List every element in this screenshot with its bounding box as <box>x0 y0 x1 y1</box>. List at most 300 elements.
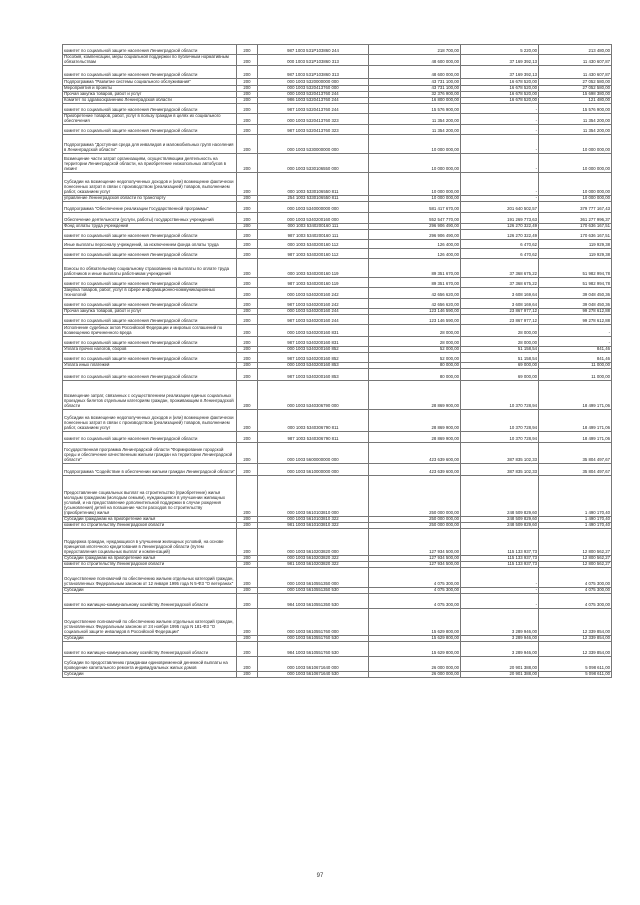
row-name: Осуществление полномочий по обеспечению жильем отдельных категорий граждан, установленных Федеральным законом от 24 ноября 1995 года N 181-ФЗ "О социальной защите инвалидов в Российской Федерации" <box>63 608 237 635</box>
row-name: Поддержка граждан, нуждающихся в улучшении жилищных условий, на основе принципов ипотечного кредитования в Ленинградской области (путем предоставления социальных выплат и компенсаций) <box>63 528 237 555</box>
table-row <box>63 431 612 442</box>
table-row <box>63 287 612 298</box>
row-name: Подпрограмма "Обеспечение реализации Государственной программы" <box>63 201 237 212</box>
row-unexecuted-amount: 18 499 171,06 <box>539 380 612 409</box>
row-executed-amount: 16 678 520,00 <box>461 78 539 85</box>
row-name: Прочая закупка товаров, работ и услуг <box>63 308 237 314</box>
row-unexecuted-amount: 12 800 562,27 <box>539 528 612 555</box>
row-executed-amount: - <box>461 124 539 134</box>
row-line-code: 200 <box>237 229 258 239</box>
row-executed-amount: 20 901 388,00 <box>461 656 539 671</box>
row-line-code: 200 <box>237 201 258 212</box>
row-name: Уплата прочих налогов, сборов <box>63 346 237 352</box>
table-row <box>63 324 612 336</box>
row-classification-code: 000 1003 5330106550 000 <box>258 153 369 172</box>
row-executed-amount: - <box>461 134 539 153</box>
row-name: комитет по социальной защите населения Ленинградской области <box>63 229 237 239</box>
table-row <box>63 561 612 567</box>
table-row <box>63 314 612 324</box>
row-classification-code: 000 1003 5340306790 811 <box>258 409 369 431</box>
row-name: Исполнение судебных актов Российской Федерации и мировых соглашений по возмещению причиненного вреда <box>63 324 237 336</box>
table-row <box>63 555 612 561</box>
row-approved-amount: 28 000,00 <box>369 336 461 346</box>
row-approved-amount: 296 906 490,00 <box>369 229 461 239</box>
row-line-code: 200 <box>237 277 258 287</box>
row-line-code: 200 <box>237 593 258 608</box>
row-unexecuted-amount: 39 048 450,36 <box>539 298 612 308</box>
table-row <box>63 528 612 555</box>
row-classification-code: 000 1003 5340200160 242 <box>258 287 369 298</box>
row-unexecuted-amount: 10 000 000,00 <box>539 134 612 153</box>
row-name: комитет по социальной защите населения Ленинградской области <box>63 298 237 308</box>
row-unexecuted-amount: 1 490 170,40 <box>539 516 612 522</box>
row-line-code: 200 <box>237 528 258 555</box>
row-line-code: 200 <box>237 85 258 91</box>
table-row <box>63 212 612 223</box>
row-executed-amount: 6 470,62 <box>461 239 539 248</box>
row-name: комитет по строительству Ленинградской области <box>63 561 237 567</box>
row-line-code: 200 <box>237 287 258 298</box>
row-name: комитет по социальной защите населения Ленинградской области <box>63 65 237 78</box>
row-approved-amount: 15 629 800,00 <box>369 635 461 641</box>
row-executed-amount: - <box>461 113 539 124</box>
row-name: Государственная программа Ленинградской области "Формирование городской среды и обеспечение качественным жильем граждан на территории Ленинградской области" <box>63 442 237 463</box>
row-unexecuted-amount: 10 000 000,00 <box>539 153 612 172</box>
row-line-code: 200 <box>237 248 258 258</box>
table-row <box>63 409 612 431</box>
row-line-code: 200 <box>237 239 258 248</box>
table-row <box>63 153 612 172</box>
table-row <box>63 442 612 463</box>
row-approved-amount: 89 351 670,00 <box>369 258 461 277</box>
row-classification-code: 000 1003 5610671640 530 <box>258 671 369 677</box>
row-approved-amount: 123 146 590,00 <box>369 314 461 324</box>
row-unexecuted-amount: 10 000 000,00 <box>539 172 612 195</box>
row-executed-amount: 6 470,62 <box>461 248 539 258</box>
row-classification-code: 000 1003 531P103860 313 <box>258 55 369 66</box>
row-approved-amount: 127 934 500,00 <box>369 528 461 555</box>
row-line-code: 200 <box>237 103 258 113</box>
row-classification-code: 000 1003 5340000000 000 <box>258 201 369 212</box>
row-executed-amount: 115 133 937,73 <box>461 555 539 561</box>
row-classification-code: 987 1003 5340200160 852 <box>258 352 369 362</box>
row-approved-amount: 250 000 000,00 <box>369 475 461 516</box>
row-unexecuted-amount: 841,46 <box>539 352 612 362</box>
table-row <box>63 368 612 380</box>
row-line-code: 200 <box>237 124 258 134</box>
row-line-code: 200 <box>237 635 258 641</box>
row-line-code: 200 <box>237 656 258 671</box>
row-line-code: 200 <box>237 561 258 567</box>
row-executed-amount: 69 000,00 <box>461 362 539 368</box>
row-name: комитет по социальной защите населения Ленинградской области <box>63 45 237 55</box>
row-approved-amount: 581 417 670,00 <box>369 201 461 212</box>
row-unexecuted-amount: 119 929,38 <box>539 239 612 248</box>
row-approved-amount: 26 000 000,00 <box>369 656 461 671</box>
row-classification-code: 987 1003 5340306790 811 <box>258 431 369 442</box>
row-line-code: 200 <box>237 567 258 587</box>
row-classification-code: 987 1003 5340200160 112 <box>258 248 369 258</box>
row-classification-code: 987 1003 5340200160 242 <box>258 298 369 308</box>
row-approved-amount: 52 000,00 <box>369 346 461 352</box>
row-unexecuted-amount: 11 430 607,87 <box>539 65 612 78</box>
row-name: комитет по строительству Ленинградской области <box>63 522 237 528</box>
row-executed-amount: 37 169 392,13 <box>461 65 539 78</box>
row-unexecuted-amount: 12 800 562,27 <box>539 561 612 567</box>
row-executed-amount: 10 370 728,94 <box>461 409 539 431</box>
table-row <box>63 641 612 656</box>
row-executed-amount: - <box>461 593 539 608</box>
row-executed-amount: 387 835 102,33 <box>461 442 539 463</box>
row-unexecuted-amount: - <box>539 336 612 346</box>
row-unexecuted-amount: 170 636 167,51 <box>539 223 612 229</box>
row-unexecuted-amount: 99 278 612,88 <box>539 314 612 324</box>
row-classification-code: 987 1003 531P103860 244 <box>258 45 369 55</box>
row-unexecuted-amount: 12 800 562,27 <box>539 555 612 561</box>
row-name: Подпрограмма "Содействие в обеспечении жильем граждан Ленинградской области" <box>63 463 237 475</box>
row-name: Подпрограмма "Развитие системы социального обслуживания" <box>63 78 237 85</box>
table-row <box>63 229 612 239</box>
row-approved-amount: 423 639 600,00 <box>369 442 461 463</box>
table-row <box>63 380 612 409</box>
row-unexecuted-amount: 1 490 170,40 <box>539 475 612 516</box>
row-approved-amount: 42 656 620,00 <box>369 298 461 308</box>
table-row <box>63 475 612 516</box>
row-approved-amount: 552 547 770,00 <box>369 212 461 223</box>
row-approved-amount: 127 934 500,00 <box>369 555 461 561</box>
row-name: Мероприятия и проекты <box>63 85 237 91</box>
row-name: Субсидии гражданам на приобретение жилья <box>63 516 237 522</box>
row-classification-code: 254 1003 5330106550 811 <box>258 195 369 201</box>
row-unexecuted-amount: 841,46 <box>539 346 612 352</box>
row-unexecuted-amount: 11 000,00 <box>539 362 612 368</box>
row-line-code: 200 <box>237 431 258 442</box>
row-approved-amount: 32 376 900,00 <box>369 91 461 97</box>
row-executed-amount: 126 270 322,49 <box>461 229 539 239</box>
row-name: Субсидии <box>63 671 237 677</box>
row-executed-amount: 37 368 675,22 <box>461 277 539 287</box>
row-unexecuted-amount: 35 804 497,67 <box>539 442 612 463</box>
row-name: Субсидии гражданам на приобретение жилья <box>63 555 237 561</box>
row-line-code: 200 <box>237 380 258 409</box>
row-classification-code: 987 1003 5340200160 831 <box>258 336 369 346</box>
row-approved-amount: 89 351 670,00 <box>369 277 461 287</box>
row-unexecuted-amount: 119 929,38 <box>539 248 612 258</box>
row-classification-code: 981 1003 5610203820 322 <box>258 561 369 567</box>
row-name: Приобретение товаров, работ, услуг в пользу граждан в целях их социального обеспечения <box>63 113 237 124</box>
row-executed-amount: 191 269 773,63 <box>461 212 539 223</box>
row-executed-amount: 10 370 728,94 <box>461 431 539 442</box>
table-row <box>63 248 612 258</box>
row-executed-amount: - <box>461 567 539 587</box>
row-classification-code: 000 1003 5610000000 000 <box>258 463 369 475</box>
row-name: Возмещение части затрат организациям, осуществляющим деятельность на территории Ленинградской области, на приобретение низкопольных автобусов в лизинг <box>63 153 237 172</box>
row-unexecuted-amount: 11 354 200,00 <box>539 113 612 124</box>
row-line-code: 200 <box>237 314 258 324</box>
row-line-code: 200 <box>237 324 258 336</box>
row-executed-amount: 20 901 388,00 <box>461 671 539 677</box>
table-row <box>63 593 612 608</box>
row-unexecuted-amount: 12 339 854,00 <box>539 608 612 635</box>
table-row <box>63 172 612 195</box>
row-executed-amount: 23 867 977,12 <box>461 308 539 314</box>
row-unexecuted-amount: 51 982 994,78 <box>539 258 612 277</box>
row-approved-amount: 218 700,00 <box>369 45 461 55</box>
row-line-code: 200 <box>237 195 258 201</box>
row-approved-amount: 15 629 800,00 <box>369 608 461 635</box>
row-line-code: 200 <box>237 97 258 103</box>
row-classification-code: 987 1003 5340200160 119 <box>258 277 369 287</box>
row-line-code: 200 <box>237 65 258 78</box>
row-executed-amount: 248 509 829,60 <box>461 475 539 516</box>
row-unexecuted-amount: 170 636 167,51 <box>539 229 612 239</box>
row-line-code: 200 <box>237 336 258 346</box>
row-name: Субсидии <box>63 587 237 593</box>
row-name: Иные выплаты персоналу учреждений, за исключением фонда оплаты труда <box>63 239 237 248</box>
row-unexecuted-amount: 15 576 900,00 <box>539 103 612 113</box>
row-unexecuted-amount: 27 052 580,00 <box>539 85 612 91</box>
row-line-code: 200 <box>237 113 258 124</box>
table-row <box>63 239 612 248</box>
row-line-code: 200 <box>237 308 258 314</box>
row-classification-code: 000 1003 5340200160 111 <box>258 223 369 229</box>
row-classification-code: 981 1003 5610103810 322 <box>258 522 369 528</box>
row-classification-code: 000 1003 5610671640 000 <box>258 656 369 671</box>
row-executed-amount: 37 169 392,13 <box>461 55 539 66</box>
row-executed-amount: 10 370 728,94 <box>461 380 539 409</box>
row-classification-code: 000 1003 5610551350 530 <box>258 587 369 593</box>
table-row <box>63 113 612 124</box>
row-line-code: 200 <box>237 522 258 528</box>
row-name: Подпрограмма "Доступная среда для инвалидов и маломобильных групп населения в Ленинградской области" <box>63 134 237 153</box>
row-unexecuted-amount: 12 339 854,00 <box>539 641 612 656</box>
table-row <box>63 103 612 113</box>
row-executed-amount: 37 368 675,22 <box>461 258 539 277</box>
row-executed-amount: - <box>461 103 539 113</box>
row-classification-code: 987 1003 5320413760 244 <box>258 103 369 113</box>
row-approved-amount: 4 075 300,00 <box>369 567 461 587</box>
row-approved-amount: 296 906 490,00 <box>369 223 461 229</box>
row-approved-amount: 423 639 600,00 <box>369 463 461 475</box>
row-approved-amount: 126 400,00 <box>369 248 461 258</box>
row-name: Возмещение затрат, связанных с осуществлением реализации единых социальных проездных билетов отдельным категориям граждан, проживающим в Ленинградской области <box>63 380 237 409</box>
row-line-code: 200 <box>237 368 258 380</box>
row-name: Осуществление полномочий по обеспечению жильем отдельных категорий граждан, установленных Федеральным законом от 12 января 1995 года N 5-ФЗ "О ветеранах" <box>63 567 237 587</box>
row-line-code: 200 <box>237 91 258 97</box>
row-executed-amount: - <box>461 195 539 201</box>
row-classification-code: 984 1003 5610551350 530 <box>258 593 369 608</box>
row-unexecuted-amount: - <box>539 324 612 336</box>
table-row <box>63 567 612 587</box>
row-approved-amount: 28 000,00 <box>369 324 461 336</box>
row-line-code: 200 <box>237 463 258 475</box>
row-unexecuted-amount: 18 499 171,06 <box>539 409 612 431</box>
row-approved-amount: 10 000 000,00 <box>369 195 461 201</box>
row-unexecuted-amount: 11 354 200,00 <box>539 124 612 134</box>
row-line-code: 200 <box>237 212 258 223</box>
row-classification-code: 000 1003 5340200160 853 <box>258 362 369 368</box>
table-row <box>63 55 612 66</box>
budget-report-sheet <box>62 44 611 678</box>
row-unexecuted-amount: 379 777 167,43 <box>539 201 612 212</box>
table-row <box>63 277 612 287</box>
row-classification-code: 000 1003 5610551350 000 <box>258 567 369 587</box>
row-classification-code: 000 1003 5320413760 323 <box>258 113 369 124</box>
row-name: Субсидии по предоставлению гражданам единовременной денежной выплаты на проведение капитального ремонта индивидуальных жилых домов <box>63 656 237 671</box>
table-row <box>63 336 612 346</box>
table-row <box>63 298 612 308</box>
row-approved-amount: 15 629 800,00 <box>369 641 461 656</box>
row-name: Комитет по здравоохранению Ленинградской области <box>63 97 237 103</box>
row-classification-code: 000 1003 5340200160 852 <box>258 346 369 352</box>
row-approved-amount: 43 731 100,00 <box>369 78 461 85</box>
row-executed-amount: 51 158,54 <box>461 346 539 352</box>
row-approved-amount: 43 731 100,00 <box>369 85 461 91</box>
table-row <box>63 656 612 671</box>
row-approved-amount: 126 400,00 <box>369 239 461 248</box>
row-classification-code: 000 1003 5610203820 322 <box>258 555 369 561</box>
row-executed-amount: 248 509 829,60 <box>461 522 539 528</box>
row-classification-code: 000 1003 5330106550 811 <box>258 172 369 195</box>
row-line-code: 200 <box>237 258 258 277</box>
row-name: Обеспечение деятельности (услуги, работы) государственных учреждений <box>63 212 237 223</box>
table-row <box>63 352 612 362</box>
row-name: комитет по жилищно-коммунальному хозяйству Ленинградской области <box>63 641 237 656</box>
row-executed-amount: 3 608 169,64 <box>461 287 539 298</box>
row-unexecuted-amount: 213 480,00 <box>539 45 612 55</box>
row-executed-amount: 16 678 520,00 <box>461 85 539 91</box>
table-row <box>63 124 612 134</box>
row-classification-code: 000 1003 5330000000 000 <box>258 134 369 153</box>
budget-execution-table <box>62 44 612 678</box>
row-approved-amount: 10 000 000,00 <box>369 153 461 172</box>
table-row <box>63 463 612 475</box>
row-name: Субсидии на возмещение недополученных доходов и (или) возмещение фактически понесенных затрат в связи с производством (реализацией) товаров, выполнением работ, оказанием услуг <box>63 172 237 195</box>
row-approved-amount: 15 576 900,00 <box>369 103 461 113</box>
row-name: комитет по социальной защите населения Ленинградской области <box>63 103 237 113</box>
row-approved-amount: 11 354 200,00 <box>369 124 461 134</box>
table-row <box>63 45 612 55</box>
row-classification-code: 000 1003 5340200160 244 <box>258 308 369 314</box>
row-name: Уплата иных платежей <box>63 362 237 368</box>
row-approved-amount: 48 600 000,00 <box>369 55 461 66</box>
row-unexecuted-amount: 35 804 497,67 <box>539 463 612 475</box>
table-row <box>63 78 612 85</box>
row-executed-amount: 387 835 102,33 <box>461 463 539 475</box>
row-classification-code: 000 1003 5610103810 000 <box>258 475 369 516</box>
row-name: Пособия, компенсации, меры социальной поддержки по публичным нормативным обязательствам <box>63 55 237 66</box>
row-unexecuted-amount: 5 098 611,00 <box>539 671 612 677</box>
row-classification-code: 000 1003 5320413760 000 <box>258 85 369 91</box>
row-name: комитет по социальной защите населения Ленинградской области <box>63 368 237 380</box>
row-approved-amount: 48 600 000,00 <box>369 65 461 78</box>
row-name: Прочая закупка товаров, работ и услуг <box>63 91 237 97</box>
row-name: комитет по социальной защите населения Ленинградской области <box>63 314 237 324</box>
row-executed-amount: 69 000,00 <box>461 368 539 380</box>
table-row <box>63 258 612 277</box>
row-line-code: 200 <box>237 55 258 66</box>
row-executed-amount: 115 133 937,73 <box>461 561 539 567</box>
row-approved-amount: 250 000 000,00 <box>369 516 461 522</box>
row-name: комитет по социальной защите населения Ленинградской области <box>63 431 237 442</box>
row-executed-amount: 28 000,00 <box>461 324 539 336</box>
row-executed-amount: 16 678 520,00 <box>461 91 539 97</box>
page-number: 97 <box>316 873 324 879</box>
row-line-code: 200 <box>237 78 258 85</box>
row-approved-amount: 28 869 900,00 <box>369 409 461 431</box>
row-approved-amount: 28 869 900,00 <box>369 431 461 442</box>
row-classification-code: 000 1003 5600000000 000 <box>258 442 369 463</box>
row-unexecuted-amount: 11 430 607,87 <box>539 55 612 66</box>
row-classification-code: 000 1003 5340200160 000 <box>258 212 369 223</box>
row-executed-amount: 3 608 169,64 <box>461 298 539 308</box>
row-unexecuted-amount: 39 048 450,36 <box>539 287 612 298</box>
row-classification-code: 986 1003 5320413760 244 <box>258 97 369 103</box>
row-classification-code: 987 1003 5340200160 244 <box>258 314 369 324</box>
row-unexecuted-amount: 12 339 854,00 <box>539 635 612 641</box>
row-unexecuted-amount: 5 098 611,00 <box>539 656 612 671</box>
row-approved-amount: 4 075 300,00 <box>369 587 461 593</box>
row-approved-amount: 10 000 000,00 <box>369 172 461 195</box>
row-name: Предоставление социальных выплат на строительство (приобретение) жилья молодым гражданам (молодым семьям), нуждающимся в улучшении жилищных условий, и на предоставление дополнительной поддержки в случае рождения (усыновления) детей на погашение части расходов по строительству (приобретению) жилья <box>63 475 237 516</box>
row-executed-amount: 28 000,00 <box>461 336 539 346</box>
row-line-code: 200 <box>237 516 258 522</box>
row-classification-code: 987 1003 531P103860 313 <box>258 65 369 78</box>
row-unexecuted-amount: 27 052 580,00 <box>539 78 612 85</box>
row-executed-amount: 51 158,54 <box>461 352 539 362</box>
row-name: комитет по социальной защите населения Ленинградской области <box>63 352 237 362</box>
row-line-code: 200 <box>237 641 258 656</box>
table-row <box>63 201 612 212</box>
row-line-code: 200 <box>237 587 258 593</box>
row-line-code: 200 <box>237 475 258 516</box>
row-line-code: 200 <box>237 223 258 229</box>
row-classification-code: 000 1003 5320413760 244 <box>258 91 369 97</box>
row-classification-code: 000 1003 5610551760 000 <box>258 608 369 635</box>
row-unexecuted-amount: 1 490 170,40 <box>539 522 612 528</box>
row-classification-code: 000 1003 5340306790 000 <box>258 380 369 409</box>
row-line-code: 200 <box>237 409 258 431</box>
row-approved-amount: 42 656 620,00 <box>369 287 461 298</box>
row-approved-amount: 28 869 900,00 <box>369 380 461 409</box>
row-name: комитет по социальной защите населения Ленинградской области <box>63 248 237 258</box>
row-name: Закупка товаров, работ, услуг в сфере информационно-коммуникационных технологий <box>63 287 237 298</box>
row-classification-code: 987 1003 5320413760 323 <box>258 124 369 134</box>
row-name: комитет по социальной защите населения Ленинградской области <box>63 336 237 346</box>
row-name: Субсидии на возмещение недополученных доходов и (или) возмещение фактически понесенных затрат в связи с производством (реализацией) товаров, выполнением работ, оказанием услуг <box>63 409 237 431</box>
row-approved-amount: 250 000 000,00 <box>369 522 461 528</box>
row-name: Фонд оплаты труда учреждений <box>63 223 237 229</box>
table-row <box>63 671 612 677</box>
row-executed-amount: 5 220,00 <box>461 45 539 55</box>
row-classification-code: 984 1003 5610551760 530 <box>258 641 369 656</box>
row-approved-amount: 123 146 590,00 <box>369 308 461 314</box>
table-body <box>63 45 612 678</box>
table-row <box>63 65 612 78</box>
row-line-code: 200 <box>237 352 258 362</box>
row-line-code: 200 <box>237 442 258 463</box>
row-executed-amount: 115 133 937,73 <box>461 528 539 555</box>
row-executed-amount: 126 270 322,49 <box>461 223 539 229</box>
row-classification-code: 000 1003 5610203820 000 <box>258 528 369 555</box>
row-name: комитет по жилищно-коммунальному хозяйству Ленинградской области <box>63 593 237 608</box>
table-row <box>63 522 612 528</box>
row-line-code: 200 <box>237 153 258 172</box>
row-name: Субсидии <box>63 635 237 641</box>
table-row <box>63 516 612 522</box>
row-name: комитет по социальной защите населения Ленинградской области <box>63 124 237 134</box>
row-executed-amount: 3 289 946,00 <box>461 641 539 656</box>
